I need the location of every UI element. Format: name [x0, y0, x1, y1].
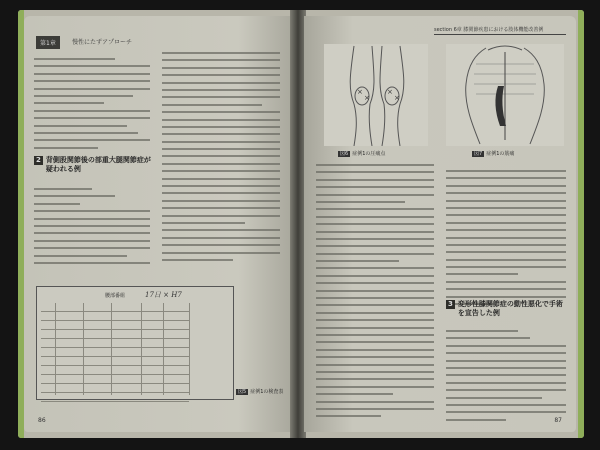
back-illustration [446, 44, 564, 146]
figure-caption-back [472, 150, 514, 157]
open-book [18, 10, 584, 438]
figure-caption-left [236, 388, 283, 395]
record-sheet [36, 286, 234, 400]
knee-illustration [324, 44, 428, 146]
section-number: 2 [36, 156, 41, 164]
section-heading-3 [446, 300, 566, 318]
figure-tag: 図7 [474, 151, 483, 157]
figure-caption-text: 症例1の筋痛 [486, 151, 515, 157]
page-number-right: 87 [554, 417, 562, 424]
header-rule [434, 34, 566, 35]
section-title: 変形性膝関節症の動性悪化で手術を宣告した例 [457, 300, 563, 317]
section-number: 3 [448, 300, 453, 308]
text-column-left-2 [162, 52, 280, 266]
svg-text:×: × [394, 94, 400, 102]
figure-tag: 図6 [340, 151, 349, 157]
section-title: 背側股関節後の部重大腿関節症が疑われる例 [45, 156, 151, 173]
text-column-right-2a [446, 170, 566, 310]
text-column-right-2b [446, 330, 566, 426]
page-number-left: 86 [38, 417, 46, 424]
figure-caption-text: 症例1の検査表 [250, 389, 284, 395]
record-sheet-title: 腰部番組 [105, 293, 126, 299]
text-column-right-1 [316, 164, 434, 423]
svg-text:×: × [387, 88, 393, 96]
left-page [24, 16, 292, 432]
page-edge-strip-right [578, 10, 584, 438]
text-column-left-1b [34, 188, 150, 269]
running-header-right: section 6章 膝関節疾患における肢体機能改善例 [434, 27, 544, 33]
right-page [304, 16, 576, 432]
handwritten-note: 17日 × H7 [145, 291, 182, 299]
svg-text:×: × [364, 94, 370, 102]
figure-tag: 図5 [238, 389, 247, 395]
figure-caption-knees [338, 150, 385, 157]
figure-caption-text: 症例1の圧痛点 [352, 151, 386, 157]
text-column-left-1a [34, 58, 150, 154]
running-header-left: 慢性にたずアプローチ [72, 39, 133, 46]
svg-text:×: × [357, 88, 363, 96]
section-heading-2 [34, 156, 152, 174]
record-grid [41, 303, 189, 395]
chapter-tag: 第1章 [36, 36, 60, 49]
